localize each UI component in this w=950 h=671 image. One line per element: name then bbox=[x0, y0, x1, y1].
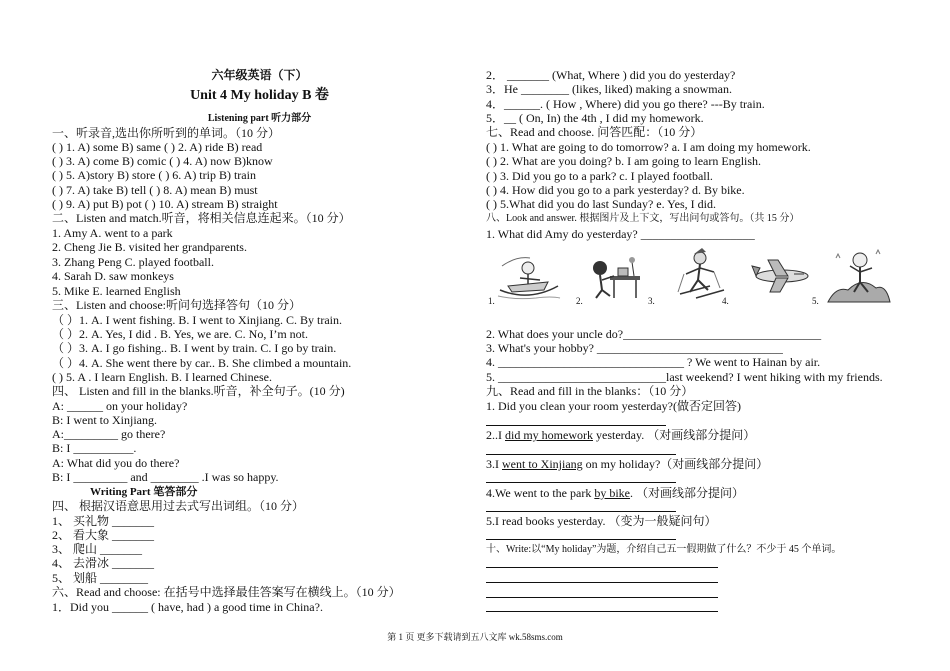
question-9-5: 5.I read books yesterday. （变为一般疑问句） bbox=[486, 514, 717, 528]
picture-number: 5. bbox=[812, 296, 819, 306]
left-line: 二、Listen and match.听音，将相关信息连起来。（10 分） bbox=[52, 211, 351, 225]
writing-part-heading: Writing Part 笔答部分 bbox=[90, 486, 198, 498]
question-9-4: 4.We went to the park by bike. （对画线部分提问） bbox=[486, 486, 745, 500]
left-line: ( ) 3. A) come B) comic ( ) 4. A) now B)know bbox=[52, 154, 273, 168]
picture-number: 1. bbox=[488, 296, 495, 306]
left-line: （ ）2. A. Yes, I did . B. Yes, we are. C. No, I’m not. bbox=[52, 327, 309, 341]
homework-picture bbox=[582, 246, 648, 304]
rowing-boat-picture bbox=[496, 246, 562, 304]
right-line: ( ) 4. How did you go to a park yesterday? d. By bike. bbox=[486, 183, 745, 197]
left-line: A:_________ go there? bbox=[52, 427, 166, 441]
left-line: ( ) 9. A) put B) pot ( ) 10. A) stream B) straight bbox=[52, 197, 278, 211]
listening-part-heading: Listening part 听力部分 bbox=[207, 113, 312, 124]
left-line: B: I __________. bbox=[52, 441, 137, 455]
picture-number: 4. bbox=[722, 296, 729, 306]
left-line: 4、 去滑冰 _______ bbox=[52, 556, 155, 570]
answer-line[interactable] bbox=[486, 482, 676, 483]
left-line: ( ) 7. A) take B) tell ( ) 8. A) mean B) must bbox=[52, 183, 258, 197]
left-line: ( ) 5. A . I learn English. B. I learned Chinese. bbox=[52, 370, 272, 384]
writing-line[interactable] bbox=[486, 611, 718, 612]
left-line: 1．Did you ______ ( have, had ) a good time in China?. bbox=[52, 600, 323, 614]
left-line: B: I went to Xinjiang. bbox=[52, 413, 157, 427]
page-title: 六年级英语（下） bbox=[211, 68, 308, 82]
right-line: 4．______. ( How , Where) did you go there? ---By train. bbox=[486, 97, 765, 111]
left-line: 1、 买礼物 _______ bbox=[52, 514, 155, 528]
answer-line[interactable] bbox=[486, 454, 676, 455]
left-line: 1. Amy A. went to a park bbox=[52, 226, 173, 240]
writing-line[interactable] bbox=[486, 597, 718, 598]
left-line: 5. Mike E. learned English bbox=[52, 284, 181, 298]
left-line: 三、Listen and choose:听问句选择答句（10 分） bbox=[52, 298, 301, 312]
left-line: 3、 爬山 _______ bbox=[52, 542, 143, 556]
answer-line[interactable] bbox=[486, 425, 666, 426]
left-line: （ ）4. A. She went there by car.. B. She climbed a mountain. bbox=[52, 356, 352, 370]
right-line: 4. _______________________________ ? We went to Hainan by air. bbox=[486, 355, 821, 369]
left-line: 四、 Listen and fill in the blanks.听音，补全句子。(10 分) bbox=[52, 384, 345, 398]
left-line: 一、听录音,选出你所听到的单词。（10 分） bbox=[52, 126, 281, 140]
airplane-picture bbox=[748, 246, 814, 304]
left-line: （ ）1. A. I went fishing. B. I went to Xinjiang. C. By train. bbox=[52, 313, 342, 327]
picture-number: 3. bbox=[648, 296, 655, 306]
section10-title: 十、Write:以“My holiday”为题，介绍自己五一假期做了什么？不少于 45 个单词。 bbox=[486, 544, 842, 555]
right-line: 七、Read and choose. 问答匹配：（10 分） bbox=[486, 125, 703, 139]
left-line: （ ）3. A. I go fishing.. B. I went by train. C. I go by train. bbox=[52, 341, 337, 355]
left-line: ( ) 5. A)story B) store ( ) 6. A) trip B) train bbox=[52, 168, 256, 182]
picture-strip bbox=[486, 246, 896, 314]
picture-number: 2. bbox=[576, 296, 583, 306]
question-8-1: 1. What did Amy do yesterday? ___________________ bbox=[486, 227, 755, 241]
writing-line[interactable] bbox=[486, 567, 718, 568]
right-line: ( ) 1. What are going to do tomorrow? a. I am doing my homework. bbox=[486, 140, 811, 154]
left-line: 2. Cheng Jie B. visited her grandparents. bbox=[52, 240, 247, 254]
left-line: 5、 划船 ________ bbox=[52, 571, 149, 585]
left-line: A: What did you do there? bbox=[52, 456, 180, 470]
right-line: 九、Read and fill in the blanks：（10 分） bbox=[486, 384, 694, 398]
unit-title: Unit 4 My holiday B 卷 bbox=[190, 88, 329, 103]
answer-line[interactable] bbox=[486, 539, 676, 540]
left-line: 3. Zhang Peng C. played football. bbox=[52, 255, 214, 269]
left-line: A: ______ on your holiday? bbox=[52, 399, 188, 413]
question-9-3: 3.I went to Xinjiang on my holiday?（对画线部分提问） bbox=[486, 457, 769, 471]
left-line: B: I _________ and ________ .I was so happy. bbox=[52, 470, 279, 484]
right-line: 5. ____________________________last weekend? I went hiking with my friends. bbox=[486, 370, 883, 384]
page-footer: 第 1 页 更多下载请到五八文库 wk.58sms.com bbox=[387, 632, 563, 642]
left-line: ( ) 1. A) some B) same ( ) 2. A) ride B) read bbox=[52, 140, 263, 154]
right-line: 2． _______ (What, Where ) did you do yesterday? bbox=[486, 68, 736, 82]
writing-line[interactable] bbox=[486, 582, 718, 583]
right-line: ( ) 5.What did you do last Sunday? e. Yes, I did. bbox=[486, 197, 716, 211]
right-line: 3. What's your hobby? _______________________________ bbox=[486, 341, 783, 355]
question-9-2: 2..I did my homework yesterday. （对画线部分提问） bbox=[486, 428, 756, 442]
right-line: 2. What does your uncle do?_________________________________ bbox=[486, 327, 822, 341]
right-line: ( ) 2. What are you doing? b. I am going to learn English. bbox=[486, 154, 762, 168]
answer-line[interactable] bbox=[486, 511, 676, 512]
right-line: 3．He ________ (likes, liked) making a snowman. bbox=[486, 82, 732, 96]
left-line: 2、 看大象 _______ bbox=[52, 528, 155, 542]
hiking-picture bbox=[826, 246, 892, 304]
right-line: 1. Did you clean your room yesterday?(做否定回答) bbox=[486, 399, 741, 413]
left-line: 4. Sarah D. saw monkeys bbox=[52, 269, 174, 283]
left-line: 六、Read and choose: 在括号中选择最佳答案写在横线上。（10 分） bbox=[52, 585, 401, 599]
left-line: 四、 根据汉语意思用过去式写出词组。（10 分） bbox=[52, 499, 305, 513]
right-line: 5．__ ( On, In) the 4th , I did my homework. bbox=[486, 111, 704, 125]
right-line: ( ) 3. Did you go to a park? c. I played football. bbox=[486, 169, 713, 183]
section8-title: 八、Look and answer. 根据图片及上下文，写出问句或答句。（共 15 分） bbox=[486, 213, 800, 224]
